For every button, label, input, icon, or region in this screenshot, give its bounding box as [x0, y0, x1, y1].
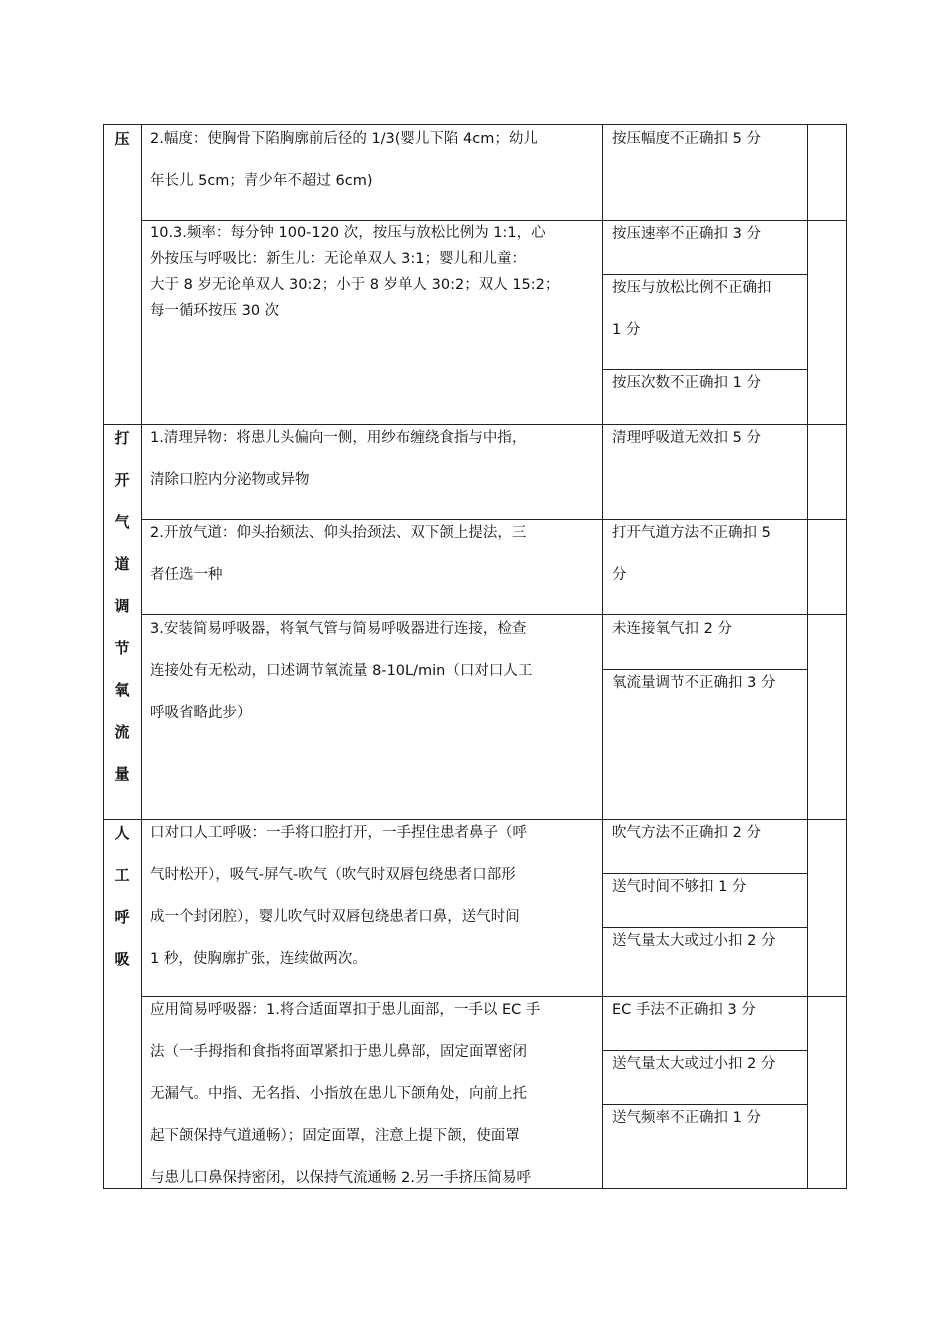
- step-text: 2.幅度：使胸骨下陷胸廓前后径的 1/3(婴儿下陷 4cm；幼儿 年长儿 5cm；青少年不超过 6cm): [150, 131, 538, 189]
- step-text: 口对口人工呼吸：一手将口腔打开，一手捏住患者鼻子（呼 气时松开），吸气-屏气-吹气（吹气时双唇包绕患者口部形 成一个封闭腔），婴儿吹气时双唇包绕患者口鼻，送气时间 1 秒，使胸廓扩张，连续做两次。: [150, 825, 527, 967]
- col-divider-2: [602, 124, 603, 1189]
- step-text: 1.清理异物：将患儿头偏向一侧，用纱布缠绕食指与中指， 清除口腔内分泌物或异物: [150, 430, 527, 488]
- deduction-text: 按压幅度不正确扣 5 分: [612, 131, 761, 147]
- deduction-text: 按压与放松比例不正确扣 1 分: [612, 280, 772, 338]
- deduction-text: 按压速率不正确扣 3 分: [612, 226, 761, 242]
- deduction-text: 按压次数不正确扣 1 分: [612, 375, 761, 391]
- step-text: 10.3.频率：每分钟 100-120 次，按压与放松比例为 1:1，心 外按压与呼吸比：新生儿：无论单双人 3:1；婴儿和儿童： 大于 8 岁无论单双人 30:2；小于 8 岁单人 30:2；双人 15:2； 每一循环按压 30 次: [150, 225, 560, 319]
- deduction-text: 打开气道方法不正确扣 5 分: [612, 525, 771, 583]
- category-label: 压: [114, 130, 130, 148]
- deduction-text: 未连接氧气扣 2 分: [612, 621, 732, 637]
- deduction-text: 清理呼吸道无效扣 5 分: [612, 430, 761, 446]
- deduction-text: 吹气方法不正确扣 2 分: [612, 825, 761, 841]
- table-border-right: [846, 124, 847, 1189]
- step-text: 3.安装简易呼吸器，将氧气管与简易呼吸器进行连接，检查 连接处有无松动，口述调节氧流量 8-10L/min（口对口人工 呼吸省略此步）: [150, 621, 533, 721]
- deduction-text: 氧流量调节不正确扣 3 分: [612, 675, 776, 691]
- deduction-text: 送气量太大或过小扣 2 分: [612, 933, 776, 949]
- deduction-text: 送气时间不够扣 1 分: [612, 879, 747, 895]
- deduction-text: EC 手法不正确扣 3 分: [612, 1002, 756, 1018]
- col-divider-1: [141, 124, 142, 1189]
- scoring-table: 压 打 开 气 道 调 节 氧 流 量 人 工 呼 吸 2.幅度：使胸骨下陷胸廓前后径的 1/3(婴儿下陷 4cm；幼儿 年长儿 5cm；青少年不超过 6cm) 10.3.频率：每分钟 100-120 次，按压与放松比例为 1:1，心 外按压与呼吸比：新生儿：无论单双人 3:1；婴儿和儿童： 大于 8 岁无论单双人 30:2；小于 8 岁单人 30:2；双人 15:2； 每一循环按压 30 次 1.清理异物：将患儿头偏向一侧，用纱布缠绕食指与中指， 清除口腔内分泌物或异物 2.开放气道：仰头抬颏法、仰头抬颈法、双下颌上提法，三 者任选一种 3.安装简易呼吸器，将氧气管与简易呼吸器进行连接，检查 连接处有无松动，口述调节氧流量 8-10L/min（口对口人工 呼吸省略此步） 口对口人工呼吸：一手将口腔打开，一手捏住患者鼻子（呼 气时松开），吸气-屏气-吹气（吹气时双唇包绕患者口部形 成一个封闭腔），婴儿吹气时双唇包绕患者口鼻，送气时间 1 秒，使胸廓扩张，连续做两次。 应用简易呼吸器：1.将合适面罩扣于患儿面部，一手以 EC 手 法（一手拇指和食指将面罩紧扣于患儿鼻部，固定面罩密闭 无漏气。中指、无名指、小指放在患儿下颌角处，向前上托 起下颌保持气道通畅）；固定面罩，注意上提下颌，使面罩 与患儿口鼻保持密闭，以保持气流通畅 2.另一手挤压简易呼 按压幅度不正确扣 5 分 按压速率不正确扣 3 分 按压与放松比例不正确扣 1 分 按压次数不正确扣 1 分 清理呼吸道无效扣 5 分 打开气道方法不正确扣 5 分 未连接氧气扣 2 分 氧流量调节不正确扣 3 分 吹气方法不正确扣 2 分 送气时间不够扣 1 分 送气量太大或过小扣 2 分 EC 手法不正确扣 3 分 送气量太大或过小扣 2 分 送气频率不正确扣 1 分: [103, 124, 847, 1189]
- step-text: 2.开放气道：仰头抬颏法、仰头抬颈法、双下颌上提法，三 者任选一种: [150, 525, 527, 583]
- deduction-text: 送气频率不正确扣 1 分: [612, 1110, 761, 1126]
- deduction-text: 送气量太大或过小扣 2 分: [612, 1056, 776, 1072]
- col-divider-3: [807, 124, 808, 1189]
- step-text: 应用简易呼吸器：1.将合适面罩扣于患儿面部，一手以 EC 手 法（一手拇指和食指将面罩紧扣于患儿鼻部，固定面罩密闭 无漏气。中指、无名指、小指放在患儿下颌角处，向前上托 起下颌保持气道通畅）；固定面罩，注意上提下颌，使面罩 与患儿口鼻保持密闭，以保持气流通畅 2.另一手挤压简易呼: [150, 1002, 541, 1186]
